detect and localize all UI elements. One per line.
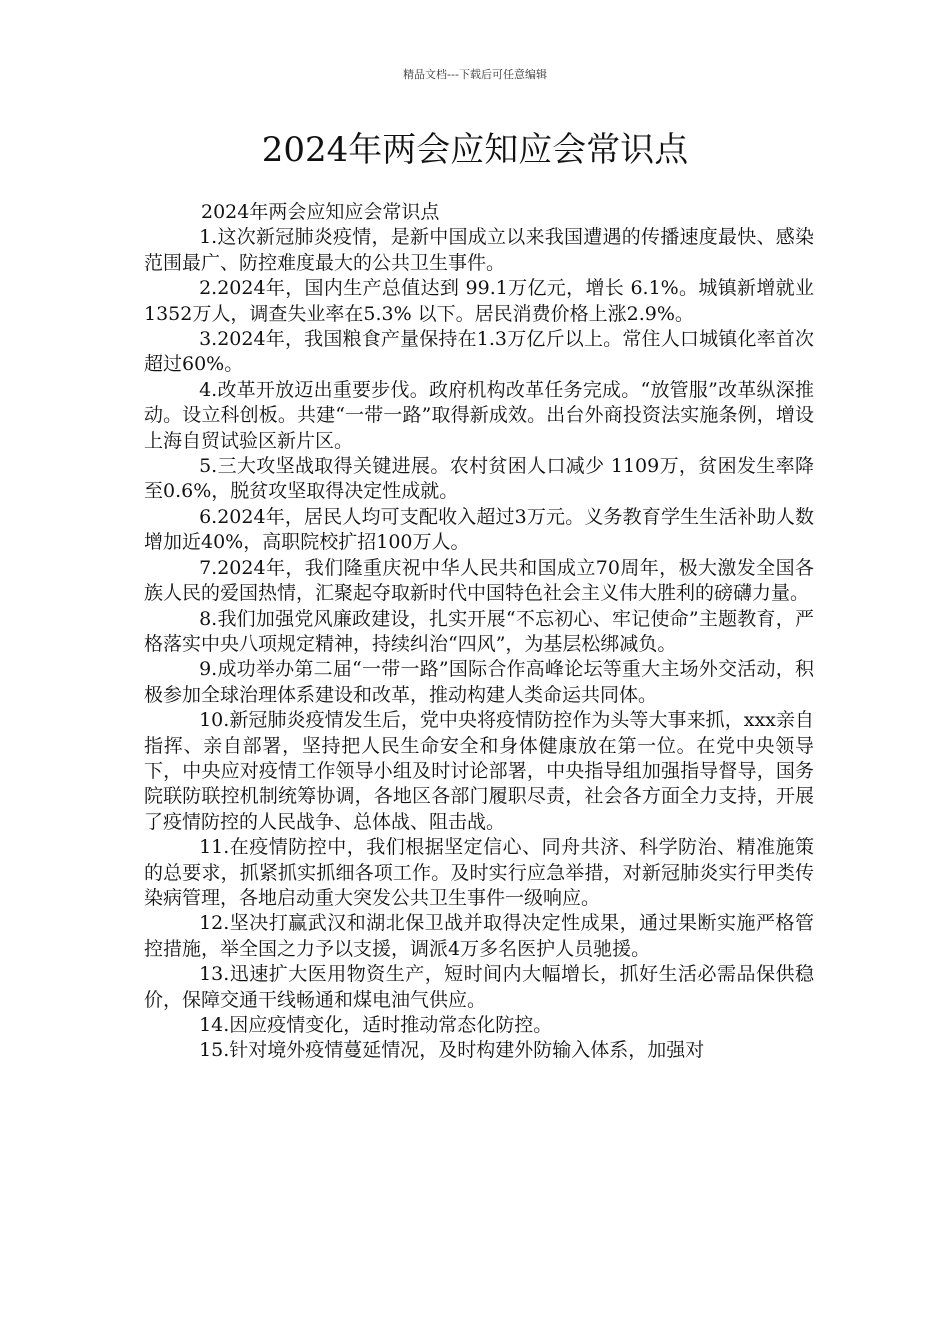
paragraph-4: 4.改革开放迈出重要步伐。政府机构改革任务完成。“放管服”改革纵深推动。设立科创板。共建“一带一路”取得新成效。出台外商投资法实施条例，增设上海自贸试验区新片区。 [144, 378, 814, 452]
paragraph-12: 12.坚决打赢武汉和湖北保卫战并取得决定性成果，通过果断实施严格管控措施，举全国之力予以支援，调派4万多名医护人员驰援。 [144, 912, 814, 960]
document-body [144, 200, 814, 1064]
paragraph-9: 9.成功举办第二届“一带一路”国际合作高峰论坛等重大主场外交活动，积极参加全球治理体系建设和改革，推动构建人类命运共同体。 [144, 658, 814, 706]
paragraph-3: 3.2024年，我国粮食产量保持在1.3万亿斤以上。常住人口城镇化率首次超过60%。 [144, 328, 814, 376]
document-title: 2024年两会应知应会常识点 [261, 130, 689, 170]
paragraph-6: 6.2024年，居民人均可支配收入超过3万元。义务教育学生生活补助人数增加近40%，高职院校扩招100万人。 [144, 505, 814, 554]
page-header: 精品文档---下载后可任意编辑 [403, 68, 547, 81]
paragraph-8: 8.我们加强党风廉政建设，扎实开展“不忘初心、牢记使命”主题教育，严格落实中央八项规定精神，持续纠治“四风”，为基层松绑减负。 [144, 607, 814, 655]
paragraph-7: 7.2024年，我们隆重庆祝中华人民共和国成立70周年，极大激发全国各族人民的爱国热情，汇聚起夺取新时代中国特色社会主义伟大胜利的磅礴力量。 [144, 556, 814, 605]
paragraph-11: 11.在疫情防控中，我们根据坚定信心、同舟共济、科学防治、精准施策的总要求，抓紧抓实抓细各项工作。及时实行应急举措，对新冠肺炎实行甲类传染病管理，各地启动重大突发公共卫生事件一级响应。 [144, 836, 814, 909]
paragraph-15: 15.针对境外疫情蔓延情况，及时构建外防输入体系，加强对 [199, 1039, 705, 1062]
paragraph-2: 2.2024年，国内生产总值达到 99.1万亿元，增长 6.1%。城镇新增就业1352万人，调查失业率在5.3% 以下。居民消费价格上涨2.9%。 [144, 277, 814, 325]
paragraph-13: 13.迅速扩大医用物资生产，短时间内大幅增长，抓好生活必需品保供稳价，保障交通干线畅通和煤电油气供应。 [144, 963, 814, 1011]
paragraph-5: 5.三大攻坚战取得关键进展。农村贫困人口减少 1109万，贫困发生率降至0.6%，脱贫攻坚取得决定性成就。 [144, 455, 814, 503]
paragraph-10: 10.新冠肺炎疫情发生后，党中央将疫情防控作为头等大事来抓，xxx亲自指挥、亲自部署，坚持把人民生命安全和身体健康放在第一位。在党中央领导下，中央应对疫情工作领导小组及时讨论部署，中央指导组加强指导督导，国务院联防联控机制统筹协调，各地区各部门履职尽责，社会各方面全力支持，开展了疫情防控的人民战争、总体战、阻击战。 [144, 709, 814, 833]
paragraph-14: 14.因应疫情变化，适时推动常态化防控。 [199, 1014, 553, 1036]
document-subtitle: 2024年两会应知应会常识点 [201, 201, 440, 223]
paragraph-1: 1.这次新冠肺炎疫情，是新中国成立以来我国遭遇的传播速度最快、感染范围最广、防控难度最大的公共卫生事件。 [144, 226, 814, 274]
